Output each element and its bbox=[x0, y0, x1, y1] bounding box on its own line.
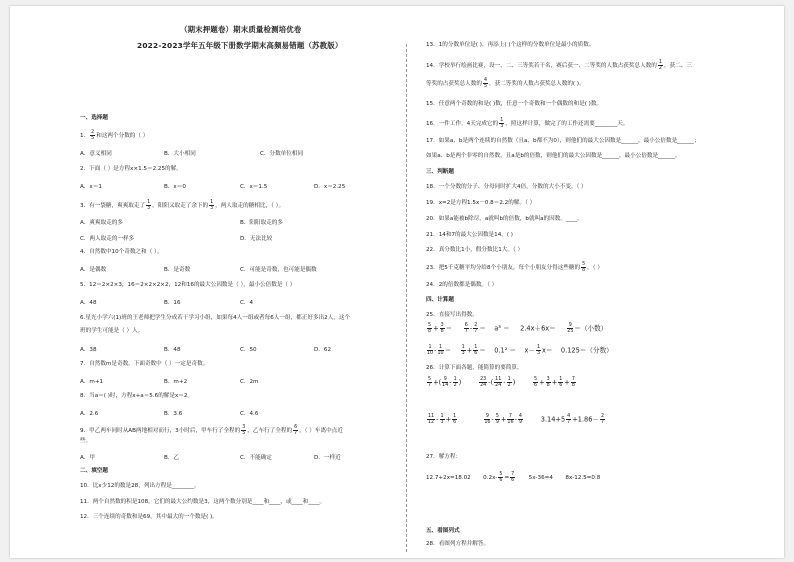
q5-option-a: A．48 bbox=[80, 300, 97, 306]
question-13: 13．1的分数单位是( )，再添上( )个这样的分数单位是最小的质数。 bbox=[426, 42, 595, 48]
section-judge: 三、判断题 bbox=[426, 169, 454, 175]
column-divider bbox=[406, 44, 407, 552]
question-14-cont: 等奖的占获奖总人数的 $\frac{4}{5}$ ，获二等奖的人数占获奖总人数的( )。 bbox=[426, 78, 585, 89]
question-17: 17．如果a、b是两个连续的自然数（且a、b都不为0），则他们的最大公因数是______，最小公倍数是______； bbox=[426, 138, 700, 144]
q26-row-1: $\frac{5}{7}$ +( $\frac{9}{14}$ - $\frac{1}{2}$ ) $\frac{23}{24}$ -( $\frac{11}{24}$ - $\frac{1}{2}$ ) $\frac{5}{6}$ + $\frac{3}{8}$ + $\frac{1}{6}$ + $\frac{7}{8}$ bbox=[428, 377, 575, 388]
question-10: 10．比x少12的数是28，列出方程是________。 bbox=[80, 483, 200, 489]
question-25: 25．直接写出得数。 bbox=[426, 312, 478, 318]
question-28: 28．看图列方程并解答。 bbox=[426, 541, 490, 547]
q1-option-c: C．分数单位相同 bbox=[260, 151, 304, 157]
q7-option-c: C．2m bbox=[240, 379, 259, 385]
question-1: 1． $\frac{2}{5}$ 和这两个分数的（ ） bbox=[80, 130, 149, 141]
q6-option-b: B．48 bbox=[164, 347, 181, 353]
question-4: 4．自然数中10个奇数之和（ ）。 bbox=[80, 249, 163, 255]
question-9-cont: 些。 bbox=[80, 438, 92, 444]
question-8: 8．当a＝( )时，方程x+a＝5.6的解是x＝2。 bbox=[80, 393, 194, 399]
question-16: 16．一件工作，4天完成它的 $\frac{1}{3}$ ，照这样计算，做完了的工作还需要________天。 bbox=[426, 118, 629, 129]
page-title: （期末押题卷）期末质量检测培优卷 bbox=[180, 25, 302, 34]
q2-option-a: A．x＝1 bbox=[80, 184, 102, 190]
q5-option-c: C．4 bbox=[240, 300, 254, 306]
q3-option-c: C．两人取走的一样多 bbox=[80, 236, 135, 242]
q2-option-c: C．x＝1.5 bbox=[240, 184, 268, 190]
question-27: 27．解方程： bbox=[426, 454, 462, 460]
section-fill: 二、填空题 bbox=[80, 468, 108, 474]
q4-option-b: B．是奇数 bbox=[164, 267, 191, 273]
question-12: 12．三个连续的奇数和是69，其中最大的一个数是( )。 bbox=[80, 514, 218, 520]
q9-option-b: B．乙 bbox=[164, 455, 180, 461]
question-22: 22．真分数比1小，假分数比1大。（ ） bbox=[426, 247, 524, 253]
question-18: 18．一个分数的分子、分母同时扩大4倍，分数的大小不变。（ ） bbox=[426, 184, 587, 190]
question-23: 23．把5千克糖平均分给8个小朋友，每个小朋友分得这些糖的 $\frac{5}{8}$ 。（ ） bbox=[426, 262, 603, 273]
question-14: 14．学校举行绘画比赛，设一、二、三等奖若干名，赛后获一、二等奖的人数占获奖总人数的 $\frac{1}{2}$ ，获二、三 bbox=[426, 60, 692, 71]
question-24: 24．2的倍数都是偶数。（ ） bbox=[426, 282, 498, 288]
q9-option-a: A．甲 bbox=[80, 455, 96, 461]
q1-option-b: B．大小相同 bbox=[164, 151, 196, 157]
document-page bbox=[10, 6, 784, 558]
question-5: 5．12＝2×2×3，16＝2×2×2×2，12和16的最大公因数是（ ），最小公倍数是（ ） bbox=[80, 282, 296, 288]
question-2: 2．下面（ ）是方程x×1.5＝2.25的解。 bbox=[80, 166, 182, 172]
q7-option-a: A．m+1 bbox=[80, 379, 104, 385]
q2-option-d: D．x＝2.25 bbox=[314, 184, 346, 190]
q6-option-d: D．62 bbox=[314, 347, 332, 353]
q26-row-2: $\frac{11}{12}$ - $\frac{1}{3}$ + $\frac{1}{6}$ $\frac{9}{16}$ - $\frac{5}{9}$ + $\frac{7}{16}$ - $\frac{4}{9}$ 3.14+5 $\frac{4}{7}$ +1.86－ $\frac{2}{7}$ bbox=[428, 414, 605, 425]
section-choice: 一、选择题 bbox=[80, 115, 108, 121]
q25-row-2: $\frac{1}{10}$ - $\frac{1}{10}$ ＝ $\frac{1}{3}$ + $\frac{1}{6}$ ＝ 0.1² ＝ x－ $\frac{1}{3}$ x＝ 0.125＝（分数） bbox=[427, 345, 613, 356]
q8-option-b: B．3.6 bbox=[164, 411, 183, 417]
q8-option-c: C．4.6 bbox=[240, 411, 259, 417]
q3-option-b: B．阳阳取走的多 bbox=[240, 220, 283, 226]
question-20: 20．如果a能被b除尽，a就叫b的倍数，b就叫a的因数。____。 bbox=[426, 216, 583, 222]
q7-option-b: B．m+2 bbox=[164, 379, 188, 385]
q6-option-a: A．38 bbox=[80, 347, 97, 353]
q6-option-c: C．50 bbox=[240, 347, 257, 353]
section-picture: 五、看图列式 bbox=[426, 528, 460, 534]
question-17-cont: 如果a、b是两个非零的自然数，且a是b的倍数，则他们的最大公因数是______，最小公倍数是______。 bbox=[426, 153, 681, 159]
q3-option-d: D．无法比较 bbox=[240, 236, 273, 242]
q25-row-1: $\frac{5}{8}$ + $\frac{3}{8}$ ＝ $\frac{6}{7}$ - $\frac{2}{7}$ ＝ a³ ＝ 2.4x＋6x＝ $\frac{9}{25}$ ＝（小数） bbox=[428, 323, 608, 334]
question-3: 3．有一袋糖，爽爽取走了 $\frac{1}{3}$ ，阳阳又取走了余下的 $\frac{1}{3}$ ，两人取走的糖相比，（ ）。 bbox=[80, 200, 285, 211]
q5-option-b: B．16 bbox=[164, 300, 181, 306]
question-7: 7．自然数m是奇数，下面奇数中（ ）一定是奇数。 bbox=[80, 361, 209, 367]
q3-option-a: A．爽爽取走的多 bbox=[80, 220, 123, 226]
q2-option-b: B．x＝0 bbox=[164, 184, 186, 190]
question-15: 15．任意两个奇数的和是( )数，任意一个奇数和一个偶数的和是( )数。 bbox=[426, 101, 603, 107]
page-subtitle: 2022-2023学年五年级下册数学期末高频易错题（苏教版） bbox=[137, 41, 343, 50]
section-calc: 四、计算题 bbox=[426, 297, 454, 303]
q9-option-c: C．不能确定 bbox=[240, 455, 272, 461]
q4-option-a: A．是偶数 bbox=[80, 267, 107, 273]
question-11: 11．两个自然数的积是108，它们的最大公约数是3，这两个数分别是____和____，或____和____。 bbox=[80, 499, 326, 505]
question-19: 19．x=2是方程1.5x－0.8＝2.2的解。（ ） bbox=[426, 200, 536, 206]
q8-option-a: A．2.6 bbox=[80, 411, 99, 417]
question-6: 6.星光小学六(1)班的王老师把学生分成若干学习小组，如果每4人一组或者每6人一组，都正好多出2人，这个 bbox=[80, 315, 351, 321]
question-6-cont: 班的学生可能是（ ）人。 bbox=[80, 328, 144, 334]
question-9: 9．甲乙两车同时从AB两地相对而行，3小时后，甲车行了全程的 $\frac{3}{5}$ ，乙车行了全程的 $\frac{6}{7}$ ，（ ）车离中点近 bbox=[80, 425, 343, 436]
question-26: 26．计算下面各题，能简算的要简算。 bbox=[426, 365, 523, 371]
question-21: 21．14和7的最大公因数是14。( ) bbox=[426, 232, 513, 238]
q9-option-d: D．一样近 bbox=[314, 455, 341, 461]
q27-row: 12.7+2x=18.02 0.2x- $\frac{5}{6}$ = $\frac{7}{6}$ 5x-36=4 8x-12.5=0.8 bbox=[426, 472, 601, 483]
q1-option-a: A．意义相同 bbox=[80, 151, 112, 157]
q4-option-c: C．可能是奇数，也可能是偶数 bbox=[240, 267, 317, 273]
